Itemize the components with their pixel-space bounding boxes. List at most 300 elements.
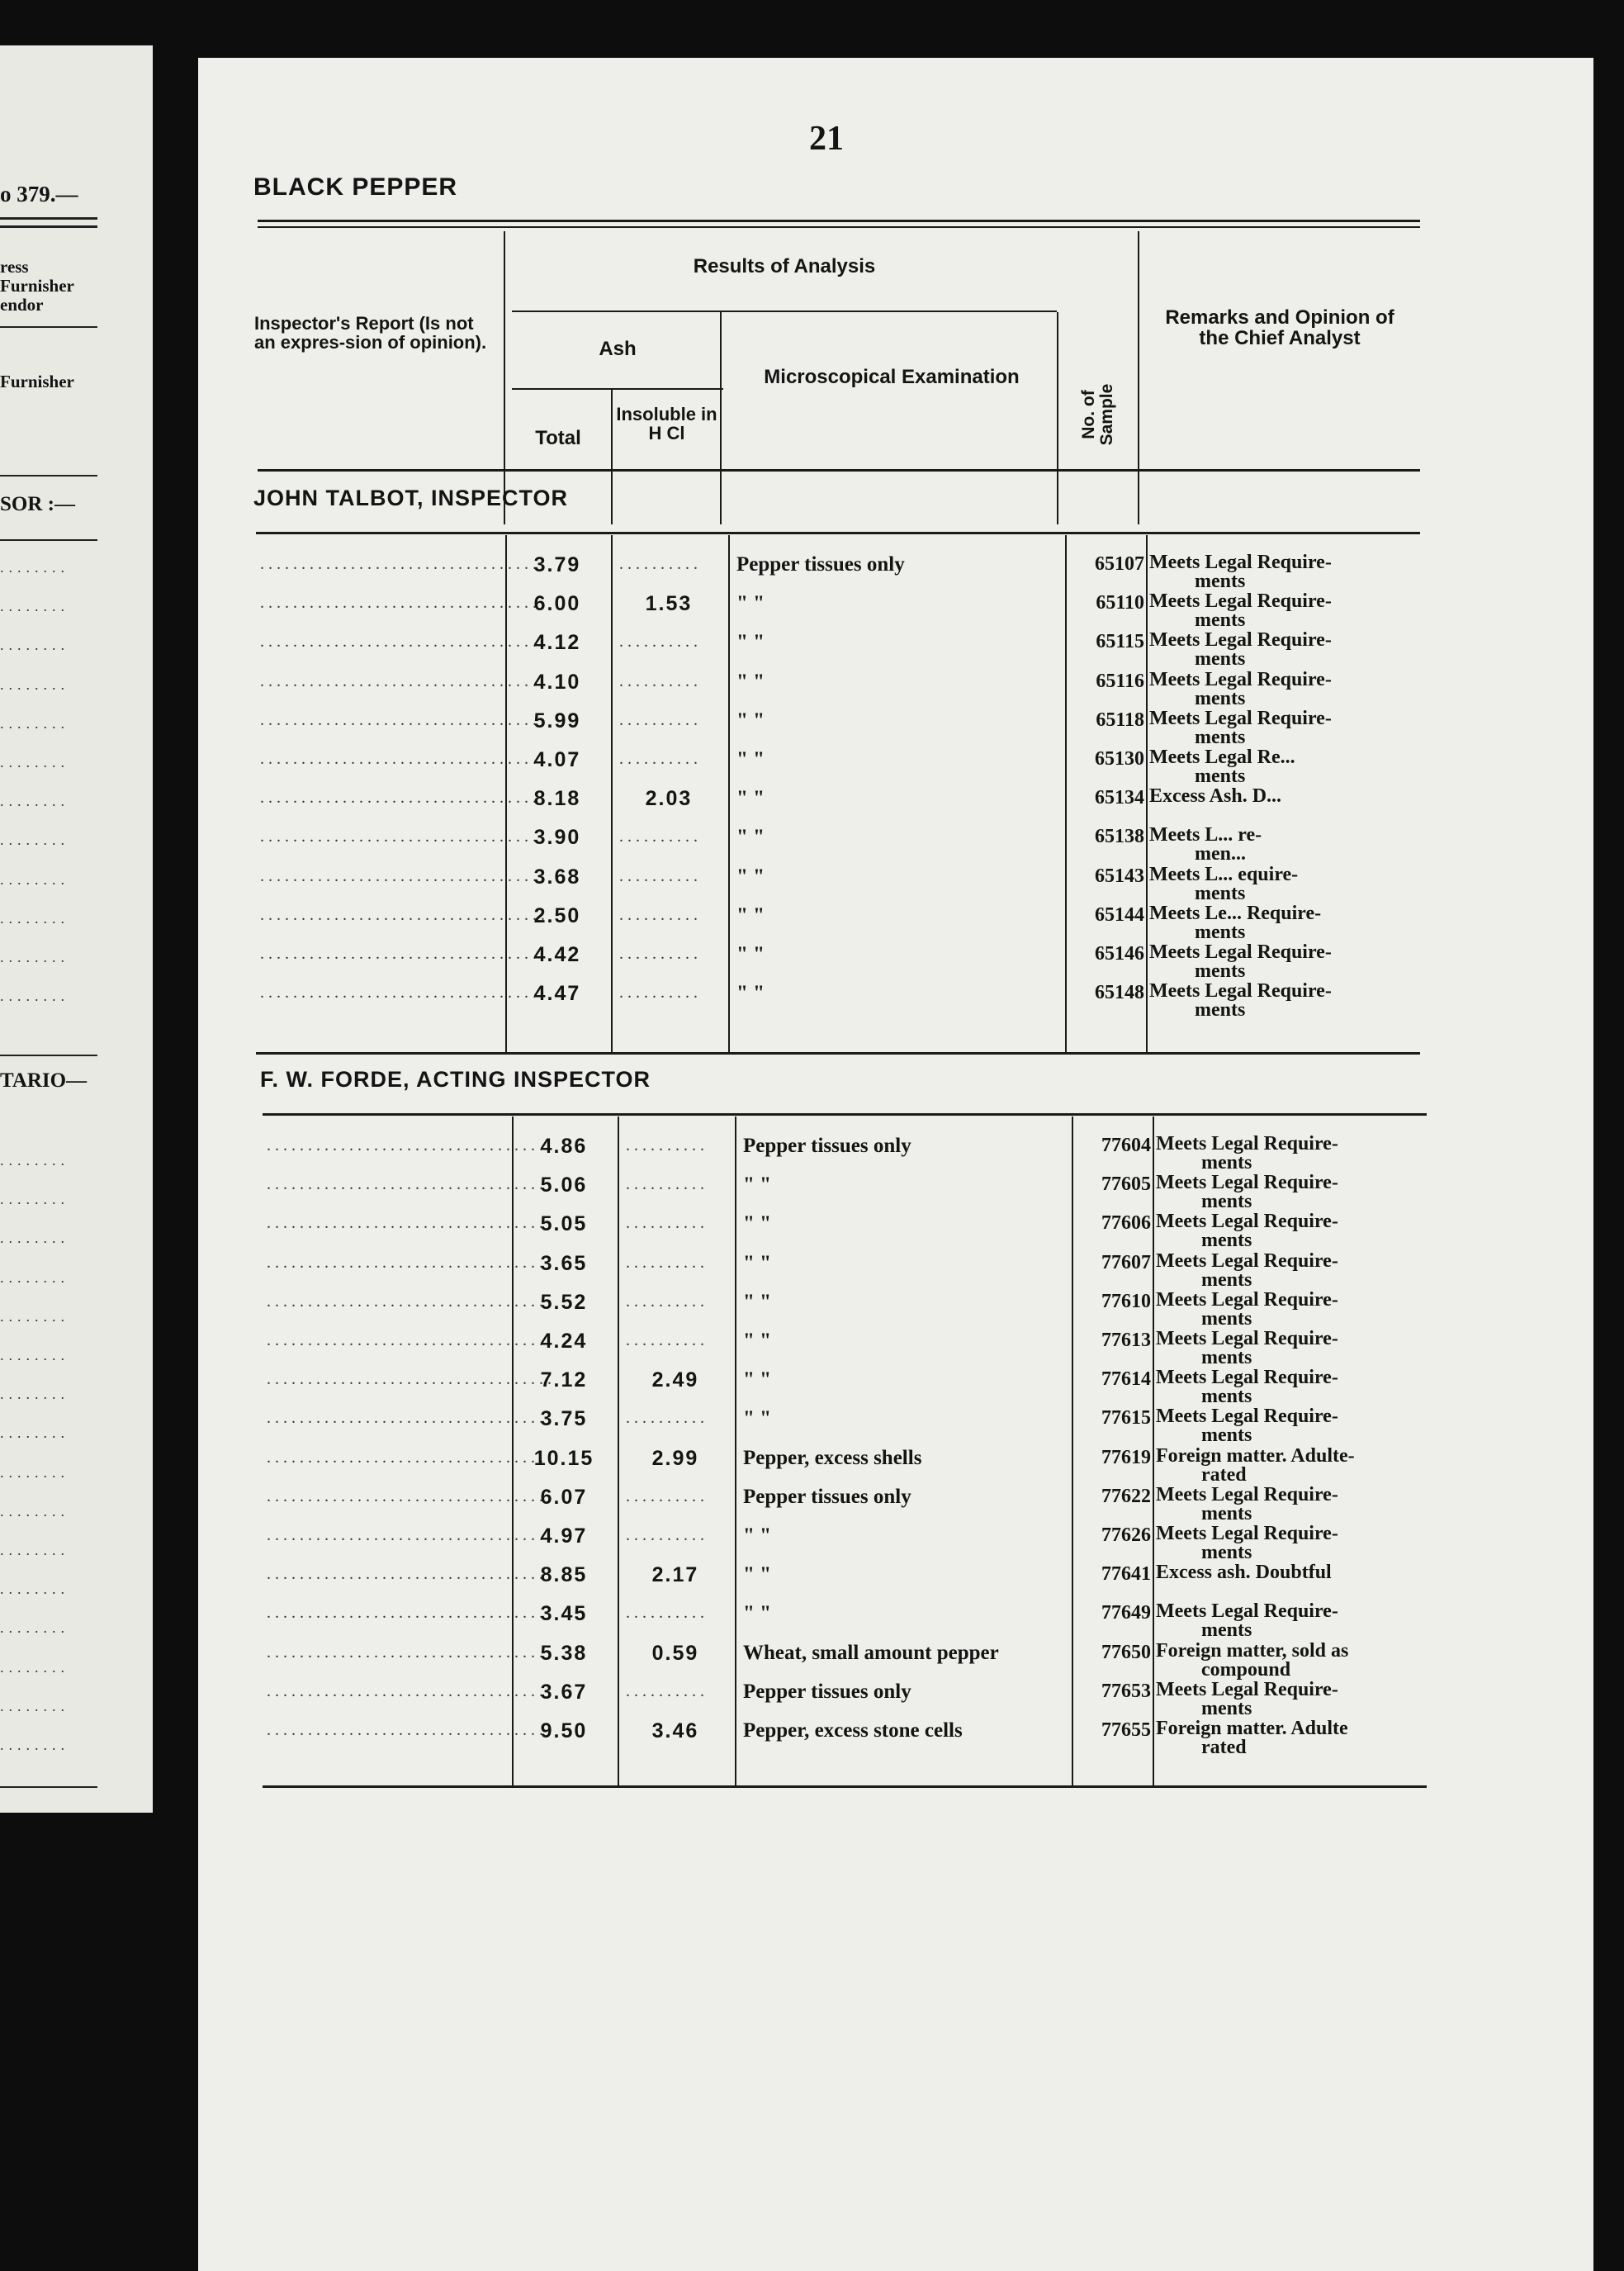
remark-line: ments [1201,1386,1252,1408]
remark [1156,1407,1338,1445]
dot-leader: ................................... [267,1253,556,1272]
remark [1149,592,1332,630]
ash-total: 3.90 [533,826,581,850]
dot-leader: ........ [0,832,69,849]
ash-total: 8.18 [533,787,581,811]
table-row [198,628,1420,671]
sample-number: 77606 [1101,1212,1151,1235]
table-row [198,784,1420,823]
sample-number: 77613 [1101,1330,1151,1351]
microscopical-result: " " [743,1173,772,1197]
ash-total: 3.79 [533,553,581,576]
microscopical-result: " " [743,1251,772,1274]
microscopical-result: " " [743,1330,772,1352]
remark-line: ments [1195,766,1246,787]
dot-leader: ........ [0,1737,69,1753]
remark-line: Meets Legal Require- [1156,1249,1338,1272]
sample-number: 65138 [1095,826,1144,848]
remark-line: rated [1201,1737,1247,1758]
ash-insoluble: 3.46 [651,1719,699,1742]
ash-insoluble: 1.53 [645,592,693,616]
dot-leader: ........ [0,559,69,576]
page-title: BLACK PEPPER [253,173,458,201]
remark [1156,1173,1338,1211]
dot-leader: ................................... [260,866,549,885]
dot-leader: .......... [626,1253,708,1272]
dot-leader: ................................... [260,945,549,963]
microscopical-result: " " [736,826,765,849]
section-bottom-rule [263,1785,1427,1788]
sample-number: 77615 [1101,1407,1151,1429]
remark-line: ments [1201,1268,1252,1291]
left-rule [0,1786,97,1788]
remark-line: Meets Legal Require- [1156,1133,1338,1154]
ash-total: 5.05 [540,1212,588,1236]
sample-number: 65115 [1096,631,1144,653]
microscopical-result: Pepper, excess shells [743,1446,922,1469]
ash-insoluble: 0.59 [651,1641,699,1665]
dot-leader: ................................... [267,1486,556,1505]
dot-leader: .......... [619,905,702,924]
dot-leader: ........ [0,1152,69,1169]
sample-number: 77619 [1101,1446,1151,1468]
dot-leader: .......... [619,984,702,1003]
dot-leader: ................................... [267,1565,556,1584]
ash-total: 3.65 [540,1251,588,1275]
microscopical-result: Wheat, small amount pepper [743,1641,999,1664]
sample-number: 77641 [1101,1563,1151,1586]
dot-leader: ........ [0,1307,69,1325]
remark-line: rated [1201,1463,1247,1486]
dot-leader: .......... [626,1214,708,1233]
section-top-rule [263,1113,1427,1116]
col-divider [504,231,505,524]
remark [1156,1719,1348,1757]
microscopical-result: Pepper tissues only [743,1135,911,1157]
remark-line: ments [1201,1152,1252,1173]
table-row [205,1444,1427,1486]
dot-leader: ........ [0,1619,69,1637]
left-facing-page [0,45,153,1813]
header-insoluble: Insoluble in H Cl [616,404,717,444]
col-divider [1138,231,1139,524]
header-top-rule [258,226,1420,228]
sample-number: 65134 [1095,787,1144,809]
microscopical-result: " " [736,903,765,927]
ash-total: 3.67 [540,1680,588,1704]
dot-leader: ........ [0,1463,69,1481]
col-divider [611,390,613,524]
microscopical-result: " " [743,1407,772,1430]
remark-line: Meets Legal Require- [1156,1172,1338,1194]
dot-leader: ........ [0,676,69,693]
results-underline [512,311,1057,312]
table-row [198,823,1420,865]
remark-line: ments [1201,1347,1252,1368]
dot-leader: ................................... [260,750,549,768]
remark-line: ments [1201,1697,1252,1719]
remark-line: Meets Le... Require- [1149,902,1322,924]
ash-underline [512,388,723,390]
dot-leader: ................................... [267,1448,556,1467]
microscopical-result: " " [743,1212,772,1235]
dot-leader: ........ [0,1268,69,1286]
ash-total: 6.00 [533,592,581,616]
sample-number: 77605 [1101,1173,1151,1196]
dot-leader: ........ [0,598,69,615]
microscopical-result: " " [736,943,765,965]
sample-number: 77650 [1101,1641,1151,1663]
ash-insoluble: 2.99 [651,1446,699,1470]
dot-leader: ................................... [267,1136,556,1154]
remark-line: Meets Legal Require- [1149,941,1332,963]
ash-total: 4.24 [540,1330,588,1353]
ash-insoluble: 2.17 [651,1563,699,1587]
table-row [198,979,1420,1022]
remark [1156,1368,1338,1406]
header-ash: Ash [599,338,637,360]
remark [1156,1602,1338,1640]
table-row [205,1249,1427,1291]
table-row [205,1482,1427,1522]
header-inspector-report: Inspector's Report (Is not an expres-sion of opinion). [254,313,487,353]
ash-insoluble: 2.03 [645,787,693,811]
remark [1156,1135,1338,1173]
table-row [205,1677,1427,1717]
remark [1149,943,1332,981]
dot-leader: ................................... [260,594,549,613]
left-fragment-section: TARIO— [0,1069,88,1092]
left-fragment-report-no: o 379.— [0,182,78,206]
remark-line: ments [1195,882,1246,904]
ash-total: 5.06 [540,1173,588,1197]
table-row [198,940,1420,982]
left-fragment-section: SOR :— [0,493,75,515]
section-title: F. W. FORDE, ACTING INSPECTOR [260,1067,651,1092]
table-row [205,1638,1427,1681]
table-row [198,706,1420,746]
dot-leader: ........ [0,1425,69,1442]
document-page [198,58,1593,2271]
remark [1149,865,1298,903]
remark-line: Meets Legal Require- [1149,707,1332,729]
table-row [205,1599,1427,1642]
microscopical-result: " " [736,592,765,615]
remark-line: ments [1201,1425,1252,1447]
dot-leader: .......... [619,866,702,885]
left-fragment: Furnisher [0,276,74,296]
dot-leader: .......... [619,710,702,729]
ash-total: 2.50 [533,903,581,927]
remark-line: ments [1201,1191,1252,1213]
remark-line: ments [1201,1542,1252,1563]
remark-line: men... [1195,843,1246,865]
dot-leader: ........ [0,909,69,927]
dot-leader: .......... [619,750,702,768]
remark-line: ments [1201,1502,1252,1524]
remark [1149,982,1332,1020]
remark-line: Foreign matter. Adulte [1156,1718,1348,1739]
table-row [205,1326,1427,1366]
sample-number: 65118 [1096,709,1144,731]
remark-line: ments [1201,1619,1252,1642]
remark-line: Meets Legal Require- [1149,980,1332,1003]
microscopical-result: " " [743,1368,772,1392]
dot-leader: ................................... [260,984,549,1003]
remark-line: ments [1201,1230,1252,1252]
remark [1156,1524,1338,1562]
remark [1156,1249,1338,1291]
table-row [198,745,1420,785]
remark-line: ments [1195,999,1246,1022]
dot-leader: .......... [626,1681,708,1700]
sample-number: 77649 [1101,1602,1151,1624]
dot-leader: ................................... [267,1292,556,1311]
remark [1156,1288,1338,1330]
dot-leader: ................................... [267,1370,556,1389]
remark-line: Meets L... equire- [1149,863,1299,885]
dot-leader: ........ [0,988,69,1005]
table-row [198,589,1420,632]
remark-line: Excess Ash. D... [1149,785,1282,808]
ash-total: 4.12 [533,631,581,655]
ash-total: 4.10 [533,670,581,694]
dot-leader: ................................... [267,1526,556,1544]
sample-number: 65110 [1096,592,1144,614]
dot-leader: ........ [0,1386,69,1403]
dot-leader: ........ [0,1347,69,1363]
remark-line: ments [1201,1307,1252,1330]
dot-leader: ........ [0,1658,69,1676]
remark-line: Foreign matter, sold as [1156,1639,1349,1662]
ash-total: 3.68 [533,865,581,889]
sample-number: 65144 [1095,903,1144,926]
dot-leader: ................................... [267,1721,556,1739]
remark-line: Meets Legal Require- [1149,668,1332,690]
remark [1156,1678,1338,1719]
dot-leader: ................................... [260,555,549,573]
header-bottom-rule [258,469,1420,472]
ash-total: 5.99 [533,709,581,733]
sample-number: 77607 [1101,1251,1151,1273]
table-row [198,667,1420,707]
dot-leader: .......... [619,827,702,846]
remark-line: ments [1195,960,1246,982]
remark [1149,748,1295,786]
left-fragment: Furnisher [0,372,74,391]
sample-number: 65107 [1095,553,1144,575]
table-row [205,1209,1427,1252]
dot-leader: ........ [0,714,69,732]
left-fragment: endor [0,295,44,315]
page-number: 21 [809,120,844,158]
microscopical-result: " " [736,787,765,810]
remark-line: ments [1195,648,1246,671]
dot-leader: ................................... [267,1409,556,1428]
ash-total: 9.50 [540,1719,588,1742]
sample-number: 77614 [1101,1368,1151,1391]
sample-number: 77626 [1101,1524,1151,1546]
microscopical-result: " " [736,982,765,1005]
remark-line: ments [1195,609,1246,632]
remark [1156,1483,1338,1524]
left-rule [0,326,97,328]
dot-leader: ........ [0,1502,69,1520]
table-row [205,1131,1427,1171]
sample-number: 65148 [1095,982,1144,1004]
remark-line: Meets L... re- [1149,824,1262,846]
dot-leader: ................................... [267,1604,556,1623]
table-row [205,1560,1427,1600]
microscopical-result: Pepper tissues only [743,1680,911,1703]
dot-leader: .......... [626,1331,708,1349]
sample-number: 77622 [1101,1485,1151,1507]
remark-line: Meets Legal Require- [1156,1600,1338,1623]
remark [1149,668,1332,709]
microscopical-result: " " [743,1602,772,1625]
remark-line: Meets Legal Require- [1149,552,1332,573]
microscopical-result: " " [736,631,765,654]
header-remarks: Remarks and Opinion of the Chief Analyst [1165,306,1394,350]
dot-leader: ................................... [267,1643,556,1662]
remark-line: Meets Legal Require- [1149,590,1332,613]
dot-leader: ................................... [267,1214,556,1233]
header-results-of-analysis: Results of Analysis [693,255,876,277]
ash-total: 4.47 [533,982,581,1006]
col-divider [1057,312,1058,524]
ash-total: 4.97 [540,1524,588,1548]
table-row [205,1287,1427,1330]
remark [1149,631,1332,669]
table-row [205,1170,1427,1213]
dot-leader: ........ [0,1191,69,1208]
ash-total: 7.12 [540,1368,588,1392]
sample-number: 77655 [1101,1719,1151,1741]
ash-total: 4.07 [533,748,581,771]
table-row [205,1716,1427,1756]
dot-leader: ................................... [260,633,549,652]
left-rule [0,225,97,228]
ash-total: 10.15 [533,1446,594,1470]
microscopical-result: " " [743,1290,772,1313]
remark-line: ments [1195,687,1246,709]
remark [1156,1563,1332,1582]
dot-leader: .......... [626,1604,708,1623]
remark-line: Meets Legal Require- [1156,1288,1338,1311]
microscopical-result: Pepper tissues only [743,1485,911,1508]
left-rule [0,217,97,220]
table-row [198,862,1420,902]
left-rule [0,1055,97,1056]
remark [1156,1212,1338,1250]
sample-number: 77610 [1101,1290,1151,1312]
dot-leader: .......... [619,671,702,690]
remark-line: Foreign matter. Adulte- [1156,1444,1355,1467]
dot-leader: .......... [626,1136,708,1154]
microscopical-result: " " [736,865,765,888]
header-top-rule [258,220,1420,222]
sample-number: 65116 [1096,670,1144,692]
dot-leader: ................................... [267,1175,556,1194]
sample-number: 65143 [1095,865,1144,887]
section-title: JOHN TALBOT, INSPECTOR [253,486,569,510]
remark [1149,904,1321,942]
dot-leader: ................................... [260,671,549,690]
dot-leader: .......... [619,945,702,963]
header-microscopical: Microscopical Examination [764,366,1020,388]
dot-leader: .......... [619,555,702,573]
remark-line: Meets Legal Require- [1156,1367,1338,1389]
table-row [198,550,1420,590]
dot-leader: ........ [0,793,69,810]
remark-line: Meets Legal Require- [1156,1211,1338,1233]
dot-leader: ........ [0,1581,69,1598]
dot-leader: ................................... [267,1331,556,1349]
microscopical-result: " " [743,1524,772,1547]
table-row [205,1521,1427,1561]
left-fragment: ress [0,257,29,277]
microscopical-result: " " [736,670,765,693]
remark-line: ments [1195,726,1246,748]
microscopical-result: " " [736,748,765,770]
remark-line: Excess ash. Doubtful [1156,1562,1332,1584]
header-total: Total [535,427,581,449]
header-no-of-sample: No. of Sample [1078,383,1116,446]
dot-leader: ................................... [260,710,549,729]
sample-number: 65130 [1095,748,1144,770]
sample-number: 65146 [1095,943,1144,965]
dot-leader: ................................... [260,827,549,846]
remark [1149,553,1332,591]
sample-number: 77653 [1101,1680,1151,1702]
table-row [205,1404,1427,1447]
remark-line: Meets Legal Require- [1156,1523,1338,1544]
remark-line: Meets Legal Re... [1149,747,1295,768]
remark-line: Meets Legal Require- [1156,1406,1338,1428]
ash-total: 3.45 [540,1602,588,1626]
ash-total: 4.86 [540,1135,588,1158]
remark [1156,1639,1349,1681]
remark [1149,787,1281,806]
left-rule [0,539,97,541]
dot-leader: .......... [619,633,702,652]
dot-leader: ........ [0,754,69,770]
dot-leader: ................................... [267,1681,556,1700]
microscopical-result: " " [736,709,765,732]
ash-total: 8.85 [540,1563,588,1587]
remark-line: compound [1201,1658,1291,1681]
remark [1156,1330,1338,1368]
remark [1149,826,1262,864]
dot-leader: .......... [626,1292,708,1311]
dot-leader: ................................... [260,789,549,808]
left-rule [0,475,97,476]
dot-leader: ........ [0,949,69,965]
dot-leader: ........ [0,1542,69,1558]
microscopical-result: Pepper tissues only [736,553,905,576]
section-bottom-rule [256,1052,1420,1055]
ash-total: 4.42 [533,943,581,966]
table-row [205,1365,1427,1408]
sample-number: 77604 [1101,1135,1151,1156]
dot-leader: .......... [626,1175,708,1194]
dot-leader: ........ [0,1697,69,1714]
remark [1149,709,1332,747]
ash-total: 6.07 [540,1485,588,1509]
remark-line: Meets Legal Require- [1149,629,1332,652]
remark-line: ments [1195,921,1246,943]
section-top-rule [256,532,1420,534]
